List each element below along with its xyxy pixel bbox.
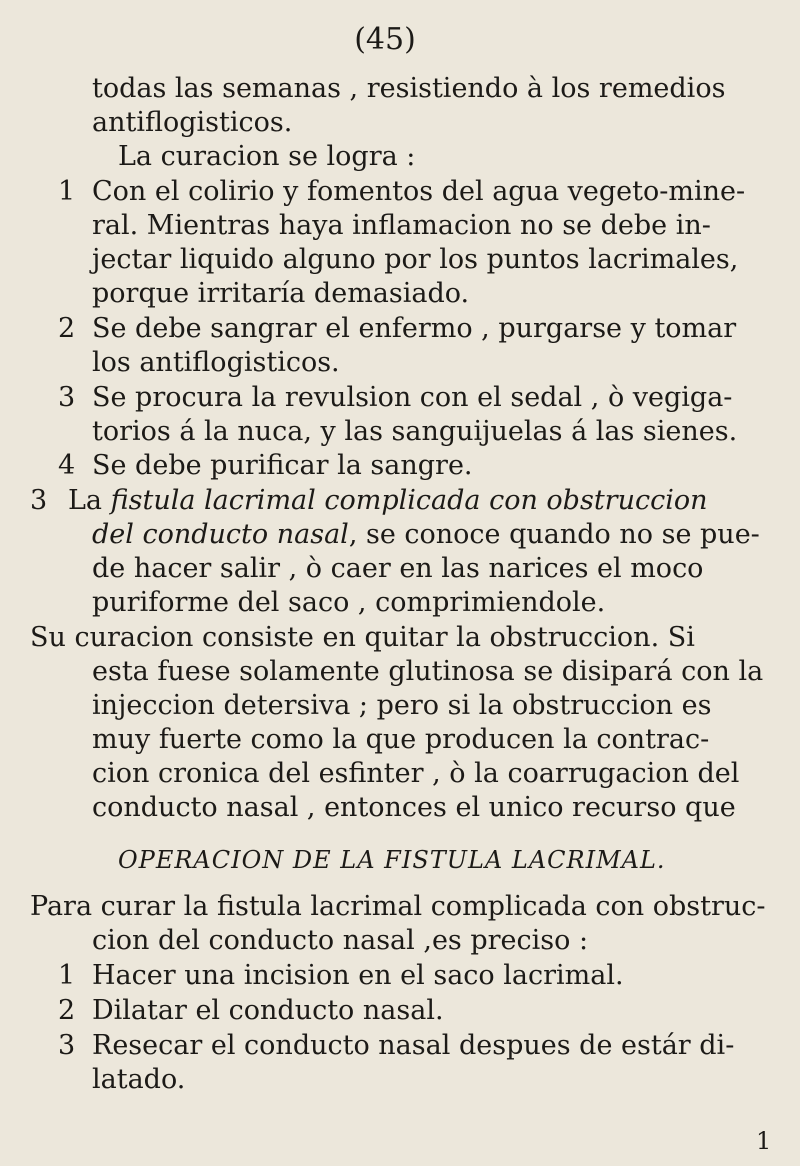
text-line: los antiflogisticos. [92, 347, 340, 378]
text-line: torios á la nuca, y las sanguijuelas á las sienes. [92, 416, 738, 447]
page-number: (45) [354, 22, 416, 57]
text-line: muy fuerte como la que producen la contrac- [92, 724, 710, 755]
italic-term: del conducto nasal [92, 519, 349, 550]
list-number: 1 [58, 960, 76, 991]
catchword: 1 [756, 1127, 772, 1155]
text-line: Se debe sangrar el enfermo , purgarse y tomar [92, 313, 737, 344]
list-number: 3 [58, 382, 76, 413]
text-line: Hacer una incision en el saco lacrimal. [92, 960, 624, 991]
text-line: jectar liquido alguno por los puntos lacrimales, [92, 244, 739, 275]
text-line: Su curacion consiste en quitar la obstruccion. Si [30, 622, 695, 653]
text-line: latado. [92, 1064, 186, 1095]
list-number: 2 [58, 995, 76, 1026]
text-line [92, 518, 760, 552]
text-line: Para curar la fistula lacrimal complicada con obstruc- [30, 891, 766, 922]
list-number: 3 [58, 1030, 76, 1061]
text-line: Resecar el conducto nasal despues de estár di- [92, 1030, 735, 1061]
text-line: Con el colirio y fomentos del agua vegeto-mine- [92, 176, 746, 207]
italic-term: fistula lacrimal complicada con obstruccion [110, 485, 708, 516]
text-line: injeccion detersiva ; pero si la obstruccion es [92, 690, 712, 721]
text-line: puriforme del saco , comprimiendole. [92, 587, 606, 618]
text-line: ral. Mientras haya inflamacion no se debe in- [92, 210, 711, 241]
text-line: La curacion se logra : [118, 141, 416, 172]
text-line: Se debe purificar la sangre. [92, 450, 473, 481]
text-line: esta fuese solamente glutinosa se disipará con la [92, 656, 764, 687]
text-line: de hacer salir , ò caer en las narices el moco [92, 553, 704, 584]
text-line: Se procura la revulsion con el sedal , ò vegiga- [92, 382, 733, 413]
text-line: todas las semanas , resistiendo à los remedios [92, 73, 726, 104]
text-line: cion cronica del esfinter , ò la coarrugacion del [92, 758, 740, 789]
text-line: antiflogisticos. [92, 107, 293, 138]
list-number: 2 [58, 313, 76, 344]
text-line: porque irritaría demasiado. [92, 278, 470, 309]
text-line [68, 484, 708, 518]
text-line: cion del conducto nasal ,es preciso : [92, 925, 589, 956]
list-number: 4 [58, 450, 76, 481]
text-span: La [68, 485, 103, 516]
list-number: 1 [58, 176, 76, 207]
text-span: , se conoce quando no se pue- [348, 519, 760, 550]
section-number: 3 [30, 485, 48, 516]
text-line: Dilatar el conducto nasal. [92, 995, 444, 1026]
text-line: conducto nasal , entonces el unico recurso que [92, 792, 736, 823]
section-heading: OPERACION DE LA FISTULA LACRIMAL. [118, 846, 666, 874]
